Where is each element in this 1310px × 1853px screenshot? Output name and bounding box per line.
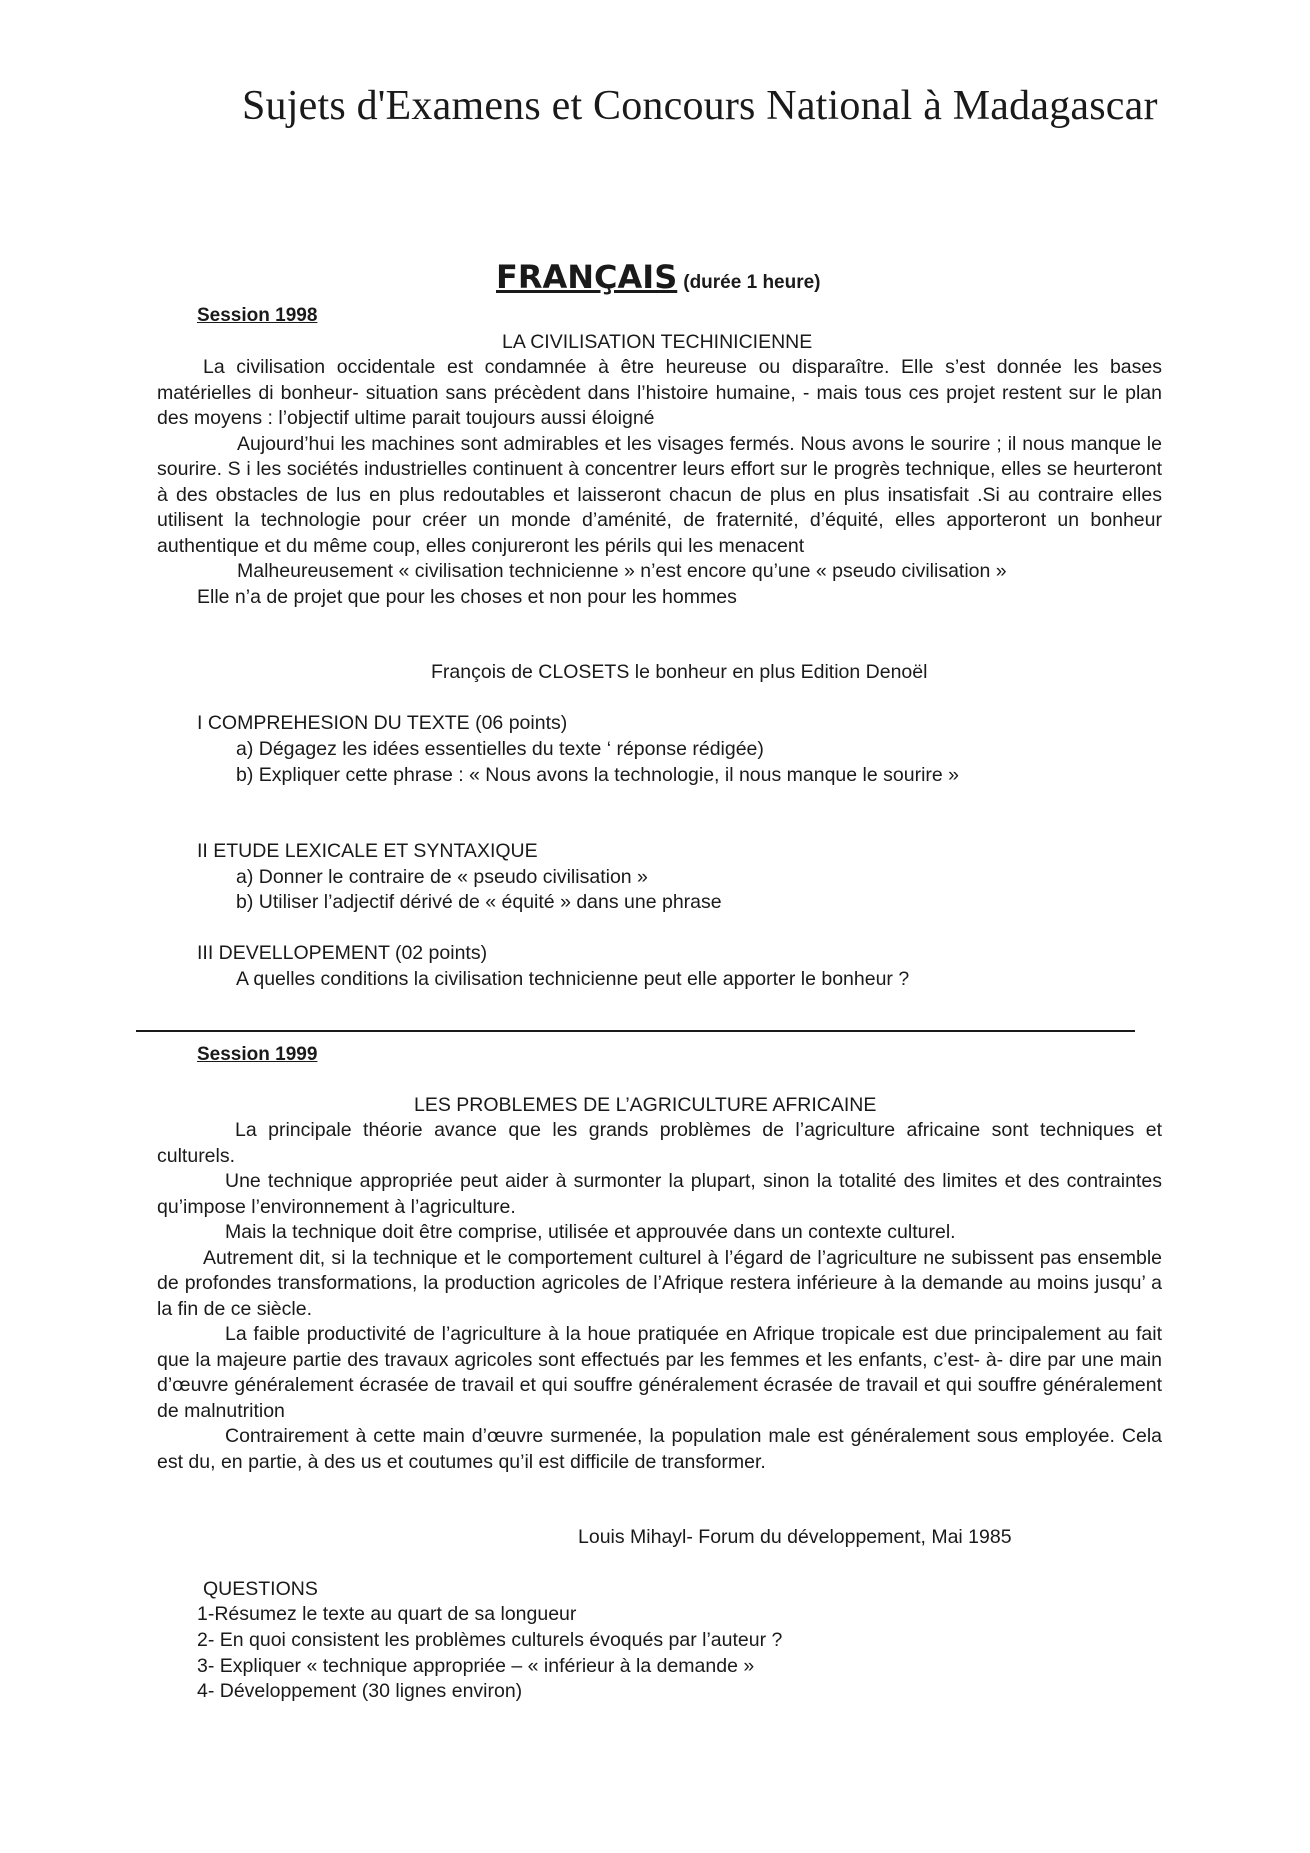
passage-paragraph: Mais la technique doit être comprise, utilisée et approuvée dans un contexte culturel. <box>225 1221 956 1243</box>
section-heading-comprehension: I COMPREHESION DU TEXTE (06 points) <box>197 712 568 734</box>
session-1999-source: Louis Mihayl- Forum du développement, Mai 1985 <box>578 1526 1012 1548</box>
question-item: 3- Expliquer « technique appropriée – « inférieur à la demande » <box>197 1655 755 1677</box>
exam-title <box>496 258 821 296</box>
question-item: b) Expliquer cette phrase : « Nous avons la technologie, il nous manque le sourire » <box>236 764 960 786</box>
section-divider <box>136 1030 1135 1032</box>
question-item: 1-Résumez le texte au quart de sa longueur <box>197 1603 577 1625</box>
session-1999-label: Session 1999 <box>197 1044 318 1065</box>
question-item: A quelles conditions la civilisation technicienne peut elle apporter le bonheur ? <box>236 968 910 990</box>
questions-heading: QUESTIONS <box>203 1578 318 1600</box>
page-banner: Sujets d'Examens et Concours National à Madagascar <box>242 83 1158 129</box>
question-item: 2- En quoi consistent les problèmes culturels évoqués par l’auteur ? <box>197 1629 783 1651</box>
session-1998-passage <box>157 355 1162 610</box>
question-item: a) Donner le contraire de « pseudo civilisation » <box>236 866 648 888</box>
passage-paragraph: La faible productivité de l’agriculture à la houe pratiquée en Afrique tropicale est due principalement au fait que la majeure partie des travaux agricoles sont effectués par les femmes et les enfants, c’est- à- dire par une main d’œuvre généralement écrasée de travail et qui souffre généralement écrasée de travail et qui souffre généralement de malnutrition <box>157 1323 1162 1422</box>
passage-paragraph: Malheureusement « civilisation technicienne » n’est encore qu’une « pseudo civilisation » <box>237 560 1007 582</box>
passage-paragraph: Aujourd’hui les machines sont admirables et les visages fermés. Nous avons le sourire ; il nous manque le sourire. S i les sociétés industrielles continuent à concentrer leurs effort sur le progrès technique, elles se heurteront à des obstacles de lus en plus redoutables et laisseront chacun de plus en plus insatisfait .Si au contraire elles utilisent la technologie pour créer un monde d’aménité, de fraternité, d’équité, elles apporteront un bonheur authentique et du même coup, elles conjureront les périls qui les menacent <box>157 432 1162 557</box>
section-heading-lexicale: II ETUDE LEXICALE ET SYNTAXIQUE <box>197 840 538 862</box>
subject-title: FRANÇAIS <box>496 258 678 296</box>
session-1998-label: Session 1998 <box>197 305 318 326</box>
section-heading-developpement: III DEVELLOPEMENT (02 points) <box>197 942 488 964</box>
passage-paragraph: Une technique appropriée peut aider à surmonter la plupart, sinon la totalité des limites et des contraintes qu’impose l’environnement à l’agriculture. <box>157 1170 1162 1218</box>
passage-paragraph: La principale théorie avance que les grands problèmes de l’agriculture africaine sont techniques et culturels. <box>157 1119 1162 1167</box>
passage-paragraph: Autrement dit, si la technique et le comportement culturel à l’égard de l’agriculture ne subissent pas ensemble de profondes transformations, la production agricoles de l’Afrique restera inférieure à la demande au moins jusqu’ a la fin de ce siècle. <box>157 1246 1162 1320</box>
passage-paragraph: Contrairement à cette main d’œuvre surmenée, la population male est généralement sous employée. Cela est du, en partie, à des us et coutumes qu’il est difficile de transformer. <box>157 1425 1162 1473</box>
question-item: b) Utiliser l’adjectif dérivé de « équité » dans une phrase <box>236 891 722 913</box>
passage-paragraph: Elle n’a de projet que pour les choses et non pour les hommes <box>197 585 737 608</box>
exam-duration: (durée 1 heure) <box>683 272 821 293</box>
session-1998-text-title: LA CIVILISATION TECHINICIENNE <box>502 331 813 353</box>
session-1999-text-title: LES PROBLEMES DE L’AGRICULTURE AFRICAINE <box>414 1094 877 1116</box>
session-1999-passage <box>157 1118 1162 1475</box>
session-1998-source: François de CLOSETS le bonheur en plus Edition Denoël <box>431 661 928 683</box>
question-item: a) Dégagez les idées essentielles du texte ‘ réponse rédigée) <box>236 738 764 760</box>
question-item: 4- Développement (30 lignes environ) <box>197 1680 523 1702</box>
passage-paragraph: La civilisation occidentale est condamnée à être heureuse ou disparaître. Elle s’est donnée les bases matérielles di bonheur- situation sans précèdent dans l’histoire humaine, - mais tous ces projet restent sur le plan des moyens : l’objectif ultime parait toujours aussi éloigné <box>157 356 1162 429</box>
